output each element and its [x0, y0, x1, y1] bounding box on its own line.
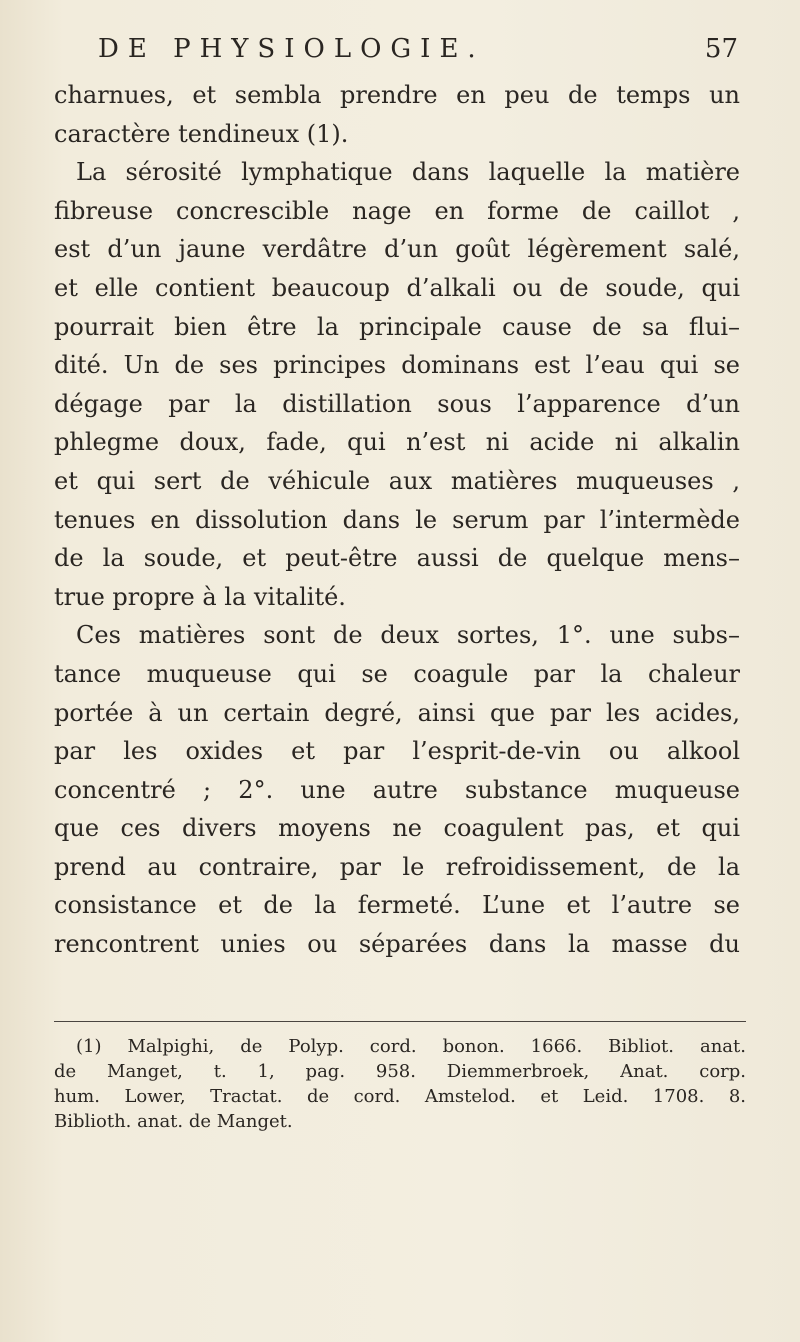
text-line: phlegme doux, fade, qui n’est ni acide ni alkalin	[54, 428, 740, 457]
text-line: et qui sert de véhicule aux matières muqueuses ,	[54, 466, 740, 495]
footnote-line: Biblioth. anat. de Manget.	[54, 1111, 293, 1132]
text-line: et elle contient beaucoup d’alkali ou de soude, qui	[54, 273, 740, 302]
running-head	[98, 28, 738, 68]
text-line: tance muqueuse qui se coagule par la chaleur	[54, 659, 740, 688]
text-line: prend au contraire, par le refroidissement, de la	[54, 852, 740, 881]
page-number: 57	[704, 34, 738, 64]
text-line: que ces divers moyens ne coagulent pas, et qui	[54, 814, 740, 843]
footnote-line: hum. Lower, Tractat. de cord. Amstelod. et Leid. 1708. 8.	[54, 1086, 746, 1107]
text-line: La sérosité lymphatique dans laquelle la matière	[76, 158, 740, 187]
text-line: charnues, et sembla prendre en peu de temps un	[54, 81, 740, 109]
text-line: pourrait bien être la principale cause de sa flui–	[54, 312, 740, 341]
text-line: Ces matières sont de deux sortes, 1°. une subs–	[76, 621, 740, 650]
text-line: par les oxides et par l’esprit-de-vin ou alkool	[54, 737, 740, 766]
footnote-rule	[54, 1021, 746, 1022]
text-line: est d’un jaune verdâtre d’un goût légèrement salé,	[54, 235, 740, 264]
footnote-line: de Manget, t. 1, pag. 958. Diemmerbroek, Anat. corp.	[54, 1061, 746, 1082]
text-line: dégage par la distillation sous l’apparence d’un	[54, 389, 740, 418]
text-line: portée à un certain degré, ainsi que par les acides,	[54, 698, 740, 727]
footnote-line: (1) Malpighi, de Polyp. cord. bonon. 1666. Bibliot. anat.	[76, 1036, 746, 1057]
body-text	[54, 76, 740, 964]
text-line: tenues en dissolution dans le serum par l’intermède	[54, 505, 740, 534]
text-line: dité. Un de ses principes dominans est l’eau qui se	[54, 351, 740, 380]
running-title: DE PHYSIOLOGIE.	[98, 34, 485, 64]
text-line: rencontrent unies ou séparées dans la masse du	[54, 930, 740, 959]
text-line: true propre à la vitalité.	[54, 582, 346, 611]
text-line: de la soude, et peut-être aussi de quelque mens–	[54, 544, 740, 573]
text-line: concentré ; 2°. une autre substance muqueuse	[54, 775, 740, 804]
text-line: fibreuse concrescible nage en forme de caillot ,	[54, 196, 740, 225]
footnotes	[54, 1034, 746, 1134]
text-line: consistance et de la fermeté. L’une et l’autre se	[54, 891, 740, 920]
text-line: caractère tendineux (1).	[54, 119, 349, 148]
